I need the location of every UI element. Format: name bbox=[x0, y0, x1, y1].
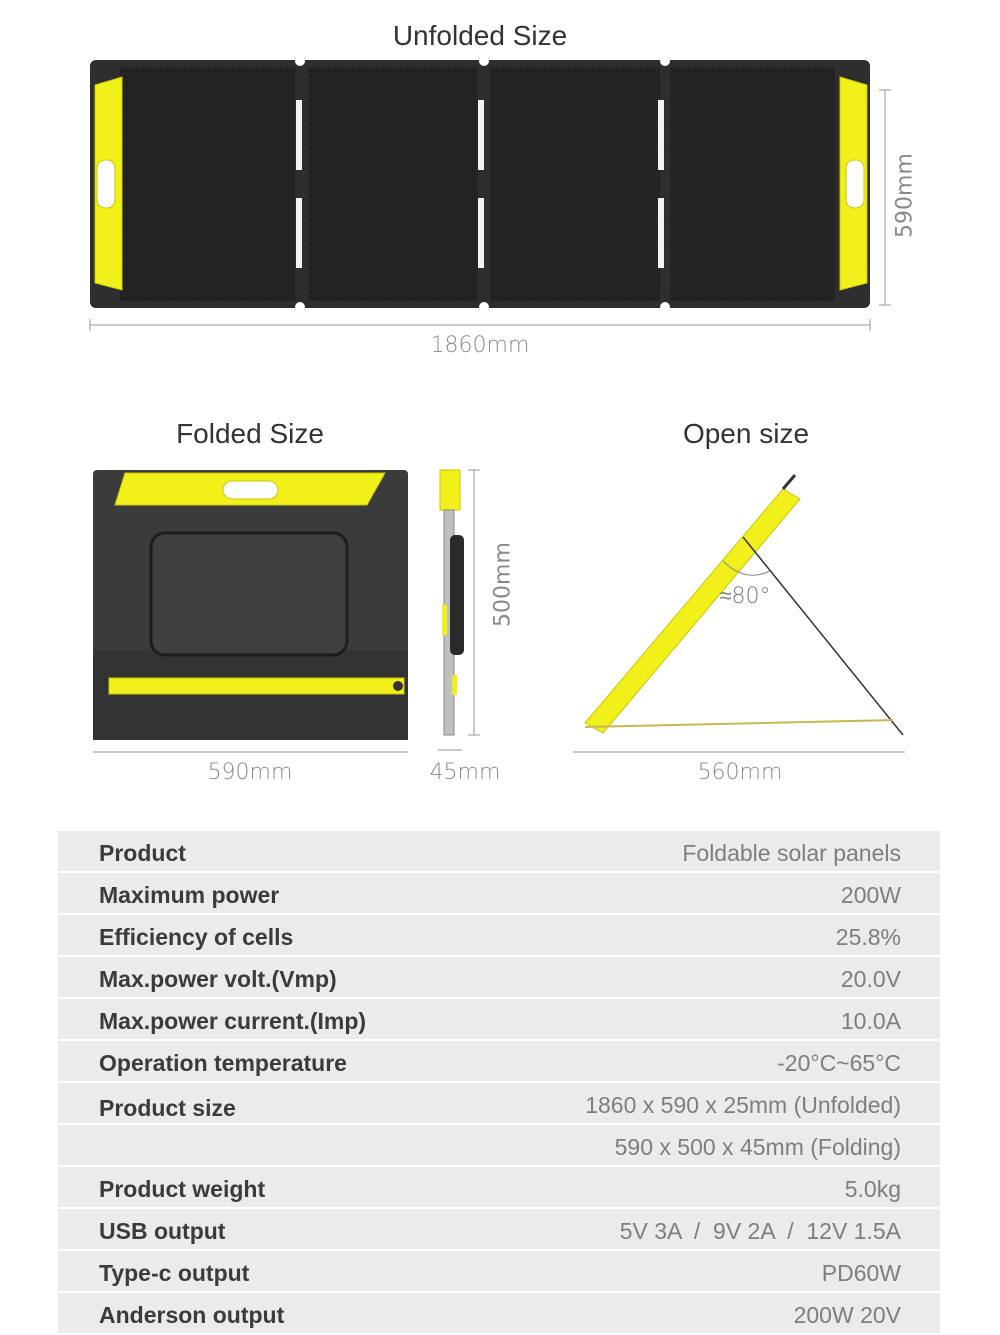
spec-label: Efficiency of cells bbox=[99, 924, 294, 950]
spec-row bbox=[58, 1251, 940, 1291]
folded-height-label: 500mm bbox=[490, 542, 516, 627]
open-base-label: 560mm bbox=[697, 760, 783, 785]
spec-row bbox=[58, 1209, 940, 1249]
spec-value: PD60W bbox=[821, 1260, 901, 1286]
spec-value: 25.8% bbox=[835, 924, 901, 950]
spec-row bbox=[58, 957, 940, 997]
folded-width-label: 590mm bbox=[207, 760, 293, 785]
spec-row bbox=[58, 1083, 940, 1123]
spec-row bbox=[58, 1293, 940, 1333]
unfolded-panel-illustration bbox=[80, 55, 930, 355]
spec-value: 5.0kg bbox=[844, 1176, 901, 1202]
folded-title: Folded Size bbox=[176, 418, 324, 449]
unfolded-title: Unfolded Size bbox=[392, 20, 568, 51]
spec-label: Max.power volt.(Vmp) bbox=[99, 966, 337, 992]
spec-row bbox=[58, 999, 940, 1039]
spec-value: -20°C~65°C bbox=[777, 1050, 901, 1076]
spec-label: Max.power current.(Imp) bbox=[99, 1008, 367, 1034]
folded-panel-illustration bbox=[85, 465, 425, 755]
spec-value: 5V 3A / 9V 2A / 12V 1.5A bbox=[619, 1218, 901, 1244]
spec-row bbox=[58, 915, 940, 955]
unfolded-height-label: 590mm bbox=[892, 153, 918, 238]
spec-label: Anderson output bbox=[99, 1302, 285, 1328]
spec-label: Product weight bbox=[99, 1176, 266, 1202]
spec-row bbox=[58, 1041, 940, 1081]
spec-table bbox=[58, 831, 940, 1335]
spec-label: Product bbox=[99, 840, 186, 866]
spec-row bbox=[58, 1167, 940, 1207]
spec-row bbox=[58, 873, 940, 913]
spec-row bbox=[58, 831, 940, 871]
open-angle-label: ≈80° bbox=[719, 584, 771, 609]
spec-label: Maximum power bbox=[99, 882, 280, 908]
folded-thickness-label: 45mm bbox=[429, 760, 501, 785]
spec-value: 200W 20V bbox=[793, 1302, 901, 1328]
open-title: Open size bbox=[682, 418, 810, 449]
spec-value: 20.0V bbox=[840, 966, 901, 992]
open-stand-illustration bbox=[565, 465, 915, 760]
spec-value: 200W bbox=[840, 882, 901, 908]
spec-row bbox=[58, 1125, 940, 1165]
unfolded-width-label: 1860mm bbox=[430, 333, 530, 358]
spec-label: Type-c output bbox=[99, 1260, 250, 1286]
spec-value: 1860 x 590 x 25mm (Unfolded) bbox=[585, 1092, 901, 1118]
spec-label: USB output bbox=[99, 1218, 226, 1244]
spec-label: Operation temperature bbox=[99, 1050, 347, 1076]
spec-value: 590 x 500 x 45mm (Folding) bbox=[614, 1134, 901, 1160]
spec-value: 10.0A bbox=[840, 1008, 901, 1034]
spec-label: Product size bbox=[99, 1095, 236, 1121]
spec-value: Foldable solar panels bbox=[682, 840, 901, 866]
